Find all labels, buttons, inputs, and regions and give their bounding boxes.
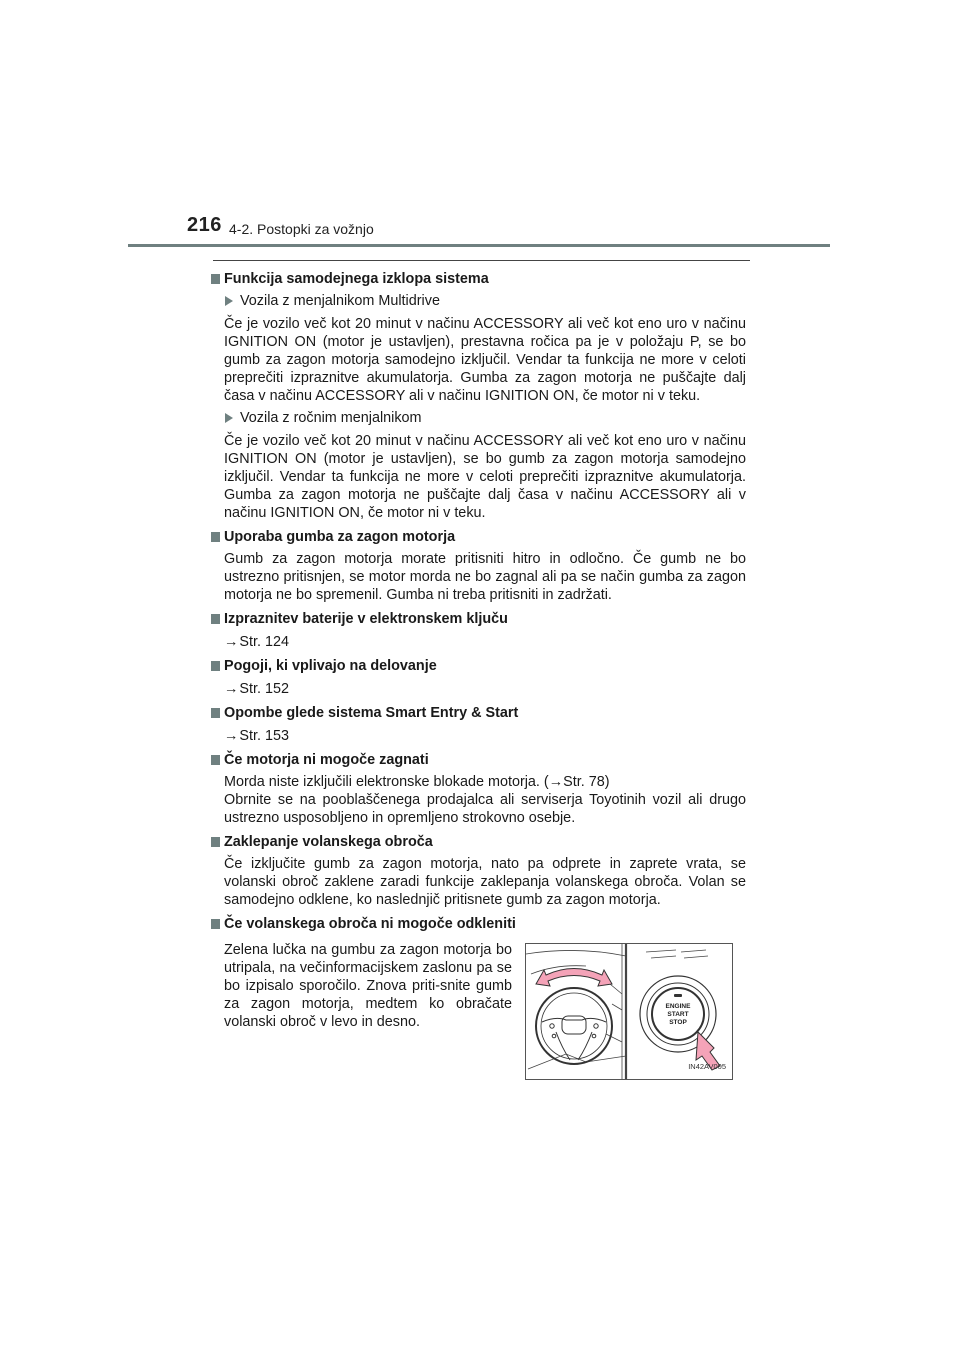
page-number: 216 (187, 214, 222, 236)
triangle-bullet-icon (225, 413, 233, 423)
section-heading (208, 751, 746, 769)
square-bullet-icon (211, 837, 220, 847)
svg-text:START: START (667, 1011, 689, 1018)
steering-wheel-icon (536, 988, 612, 1064)
reference-text: Str. 152 (239, 681, 289, 697)
paragraph: Obrnite se na pooblaščenega prodajalca ali serviserja Toyotinih vozil ali drugo ustrezno usposobljeno in opremljeno strokovno osebje. (224, 792, 746, 826)
square-bullet-icon (211, 274, 220, 284)
paragraph: Če izključite gumb za zagon motorja, nato pa odprete in zaprete vrata, se volanski obroč zaklene zaradi funkcije zaklepanja volanskega obroča. Volan se samodejno odklene, ko naslednjič pritisnete gumb za zagon motorja. (224, 856, 746, 908)
rotate-arrow-icon (536, 969, 612, 987)
section-heading (208, 833, 746, 851)
paragraph: Če je vozilo več kot 20 minut v načinu ACCESSORY ali več kot eno uro v načinu IGNITION ON (motor je ustavljen), prestavna ročica pa je v položaju P, se bo gumb za zagon motorja samodejno izključil. Vendar ta funkcija ne more v celoti preprečiti izpraznitve akumulatorja. Gumba za zagon motorja ne puščajte dalj časa v načinu ACCESSORY ali v načinu IGNITION ON, če motor ni v teku. (224, 316, 746, 404)
heading-text: Izpraznitev baterije v elektronskem ključu (224, 611, 508, 627)
heading-text: Opombe glede sistema Smart Entry & Start (224, 705, 519, 721)
square-bullet-icon (211, 661, 220, 671)
section-heading (208, 915, 746, 933)
page-content (208, 264, 746, 1101)
figure-row (208, 941, 746, 1101)
svg-text:ENGINE: ENGINE (665, 1003, 691, 1010)
heading-text: Pogoji, ki vplivajo na delovanje (224, 658, 437, 674)
arrow-right-icon: → (224, 728, 239, 744)
arrow-right-icon: → (224, 634, 239, 650)
subheading-text: Vozila z ročnim menjalnikom (240, 410, 422, 426)
page-reference (208, 727, 746, 745)
reference-text: Str. 124 (239, 634, 289, 650)
paragraph: Če je vozilo več kot 20 minut v načinu ACCESSORY ali več kot eno uro v načinu IGNITION ON (motor je ustavljen), se bo gumb za zagon motorja samodejno izključil. Vendar ta funkcija ne more v celoti preprečiti izpraznitve akumulatorja. Gumba za zagon motorja ne puščajte dalj časa v načinu ACCESSORY ali v načinu IGNITION ON, če motor ni v teku. (224, 433, 746, 521)
text-line: Morda niste izključili elektronske blokade motorja. (→Str. 78) (224, 774, 610, 790)
heading-text: Zaklepanje volanskega obroča (224, 834, 433, 850)
heading-text: Če motorja ni mogoče zagnati (224, 752, 429, 768)
section-heading (208, 704, 746, 722)
subheading (208, 292, 746, 310)
paragraph: Gumb za zagon motorja morate pritisniti hitro in odločno. Če gumb ne bo ustrezno pritisnjen, se motor morda ne bo zagnal ali pa se način gumba za zagon motorja ne bo spremenil. Gumba ni treba pritisniti in zadržati. (224, 551, 746, 603)
section-heading (208, 657, 746, 675)
arrow-right-icon: → (548, 774, 564, 790)
svg-text:STOP: STOP (669, 1019, 687, 1026)
header-rule (128, 244, 830, 247)
section-heading (208, 610, 746, 628)
heading-text: Funkcija samodejnega izklopa sistema (224, 271, 489, 287)
page-reference (208, 680, 746, 698)
steering-and-start-button-illustration (525, 943, 733, 1080)
square-bullet-icon (211, 614, 220, 624)
arrow-right-icon: → (224, 681, 239, 697)
reference-text: Str. 153 (239, 728, 289, 744)
subheading-text: Vozila z menjalnikom Multidrive (240, 293, 440, 309)
content-top-rule (213, 260, 750, 261)
paragraph: Zelena lučka na gumbu za zagon motorja bo utripala, na večinformacijskem zaslonu pa se bo izpisalo sporočilo. Znova priti-snite gumb za zagon motorja, medtem ko obračate volanski obroč v levo in desno. (224, 942, 512, 1030)
section-heading (208, 528, 746, 546)
heading-text: Če volanskega obroča ni mogoče odkleniti (224, 916, 516, 932)
triangle-bullet-icon (225, 296, 233, 306)
square-bullet-icon (211, 708, 220, 718)
section-title: 4-2. Postopki za vožnjo (229, 221, 374, 237)
square-bullet-icon (211, 532, 220, 542)
section-heading (208, 270, 746, 288)
figure-code: IN42AV005 (688, 1062, 726, 1071)
square-bullet-icon (211, 755, 220, 765)
square-bullet-icon (211, 919, 220, 929)
heading-text: Uporaba gumba za zagon motorja (224, 529, 456, 545)
page-reference (208, 633, 746, 651)
subheading (208, 409, 746, 427)
